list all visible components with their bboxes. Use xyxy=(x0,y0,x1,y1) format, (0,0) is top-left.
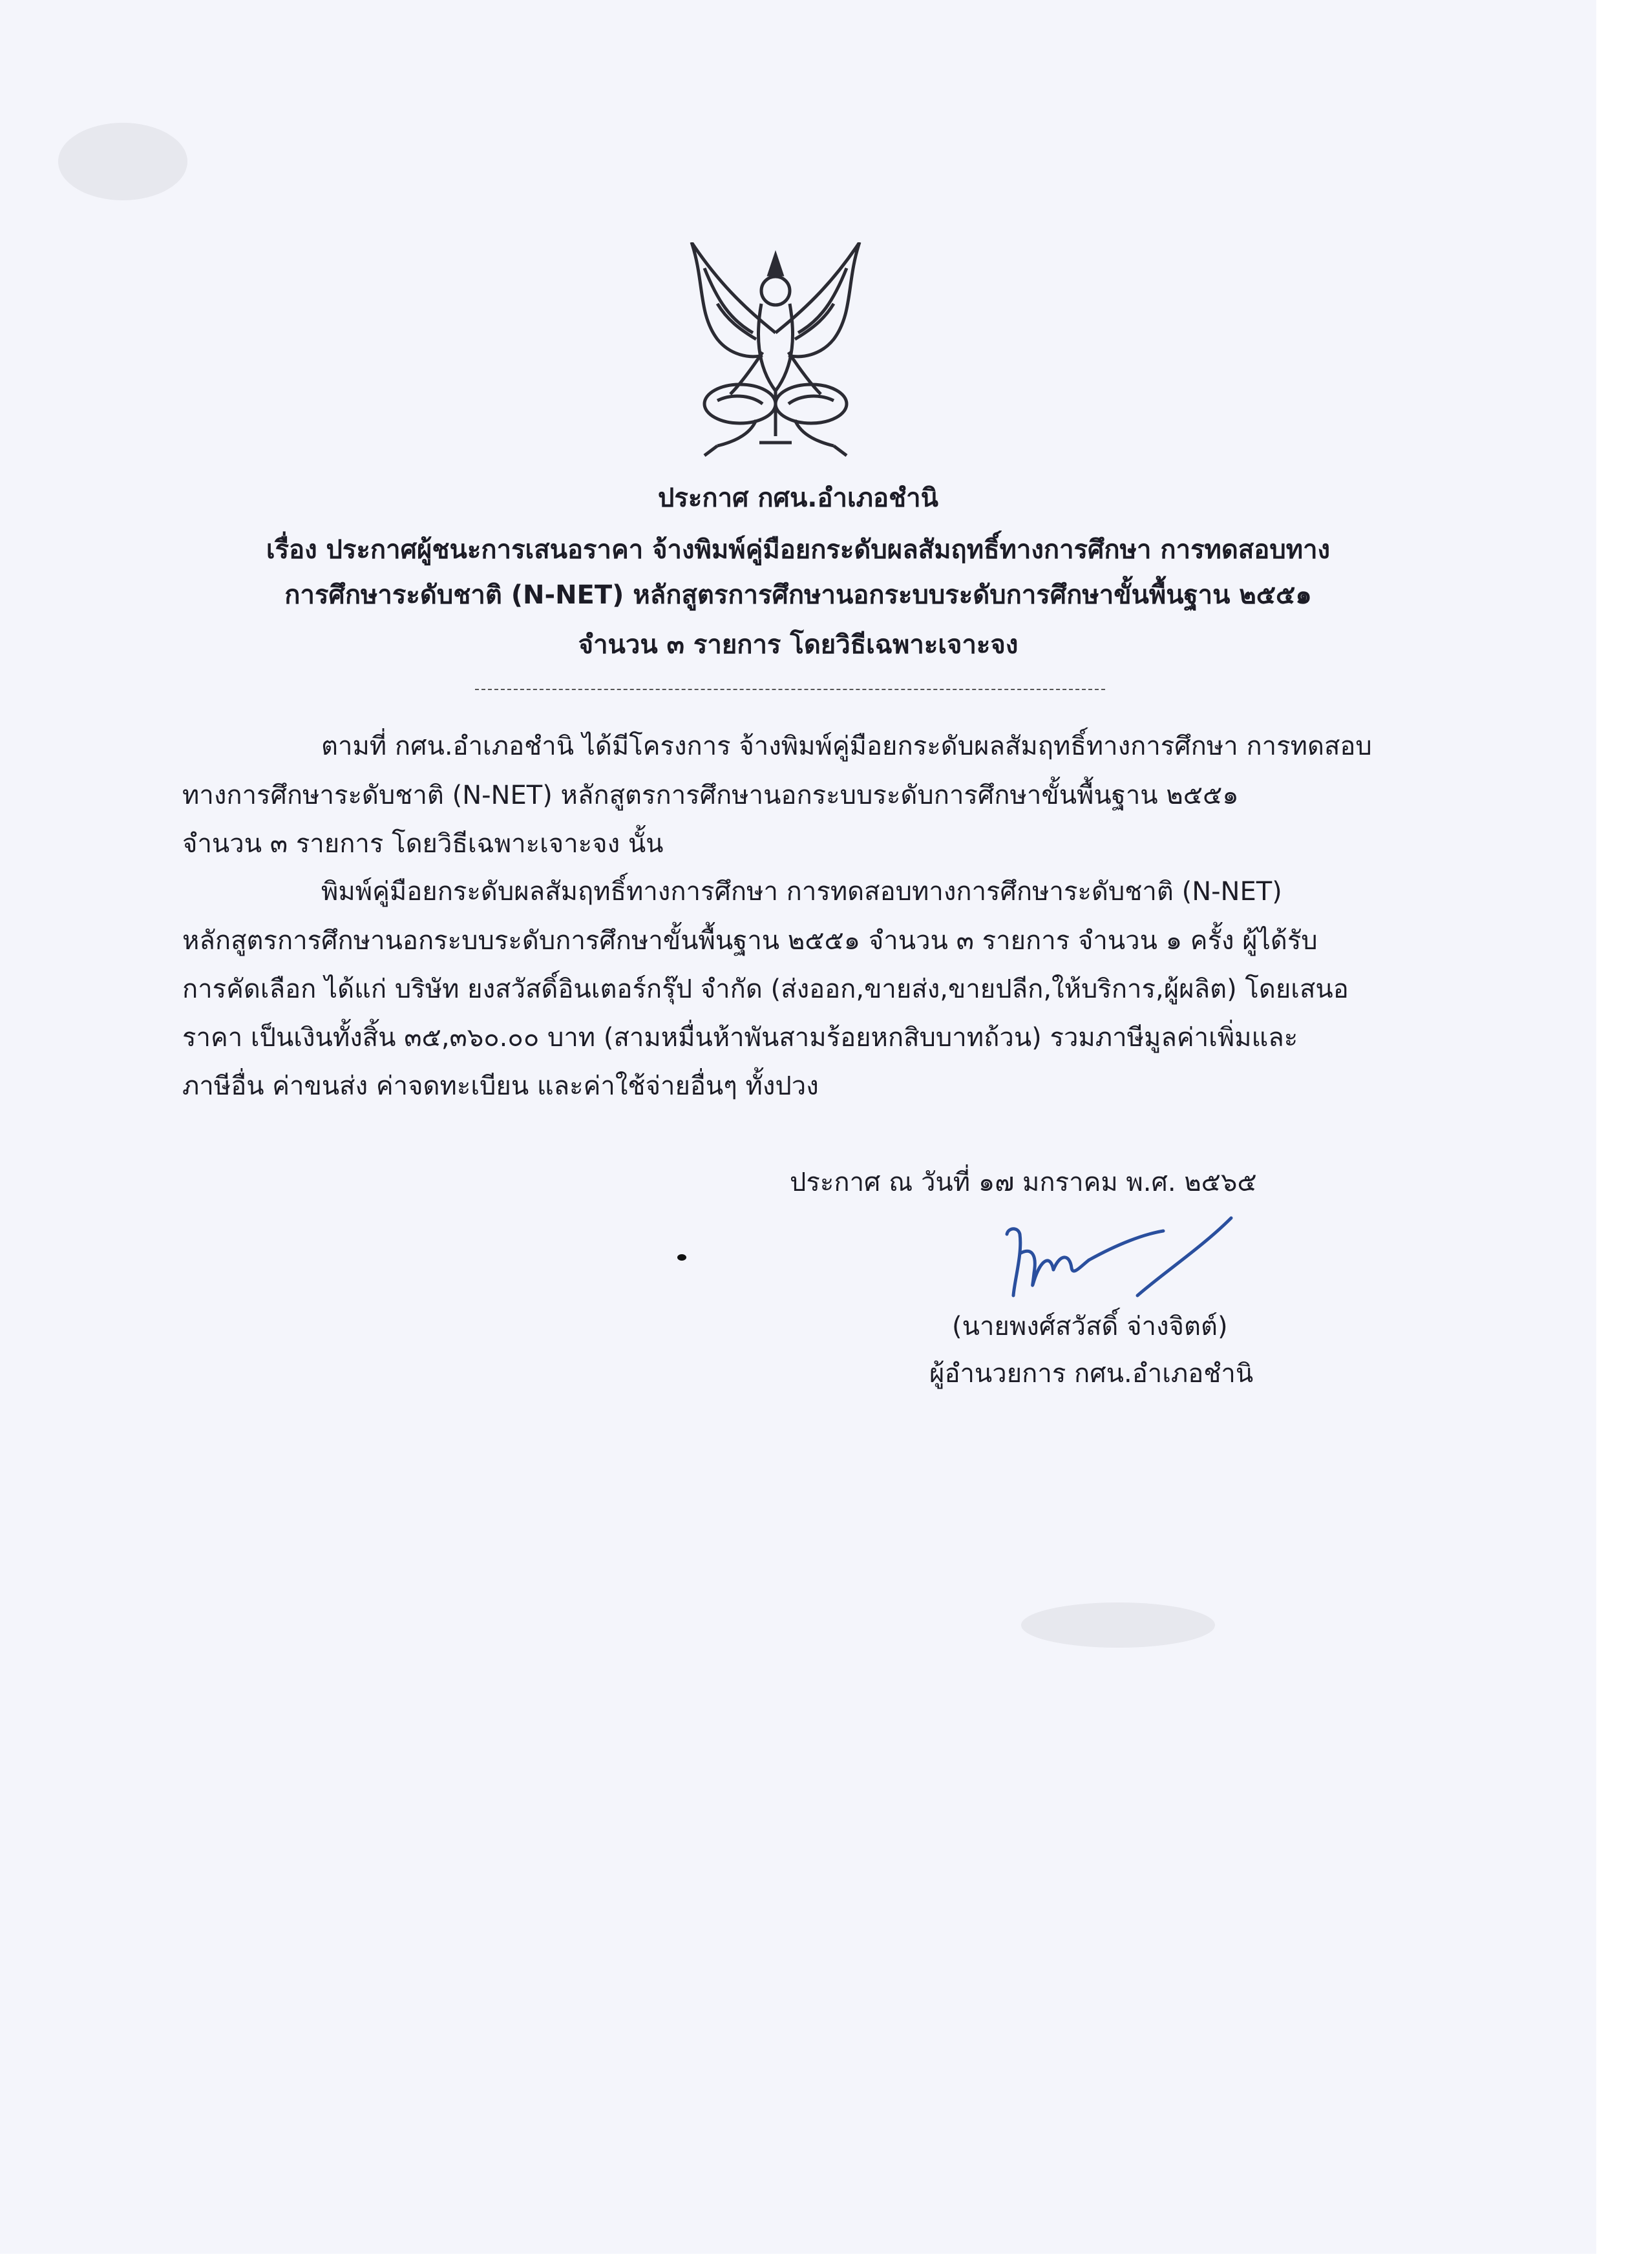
scan-margin-right xyxy=(1596,0,1648,2268)
garuda-emblem-icon xyxy=(679,242,872,459)
announce-date: ประกาศ ณ วันที่ ๑๗ มกราคม พ.ศ. ๒๕๖๕ xyxy=(790,1168,1257,1197)
subject-line-3: จำนวน ๓ รายการ โดยวิธีเฉพาะเจาะจง xyxy=(578,630,1019,660)
scan-margin-bottom xyxy=(0,2254,1648,2268)
handwritten-signature xyxy=(969,1208,1241,1305)
paragraph-2-line-3: การคัดเลือก ได้แก่ บริษัท ยงสวัสดิ์อินเตอร์กรุ๊ป จำกัด (ส่งออก,ขายส่ง,ขายปลีก,ให้บริการ,ผู้ผลิต) โดยเสนอ xyxy=(182,974,1349,1004)
subject-line-1: เรื่อง ประกาศผู้ชนะการเสนอราคา จ้างพิมพ์คู่มือยกระดับผลสัมฤทธิ์ทางการศึกษา การทดสอบทาง xyxy=(266,535,1331,565)
paragraph-1-line-2: ทางการศึกษาระดับชาติ (N-NET) หลักสูตรการศึกษานอกระบบระดับการศึกษาขั้นพื้นฐาน ๒๕๕๑ xyxy=(182,781,1239,810)
ink-dot xyxy=(677,1254,686,1261)
paragraph-2-line-4: ราคา เป็นเงินทั้งสิ้น ๓๕,๓๖๐.๐๐ บาท (สามหมื่นห้าพันสามร้อยหกสิบบาทถ้วน) รวมภาษีมูลค่าเพิ่มและ xyxy=(182,1023,1298,1053)
announcement-title: ประกาศ กศน.อำเภอชำนิ xyxy=(657,483,938,513)
paragraph-1-line-1: ตามที่ กศน.อำเภอชำนิ ได้มีโครงการ จ้างพิมพ์คู่มือยกระดับผลสัมฤทธิ์ทางการศึกษา การทดสอบ xyxy=(321,731,1372,761)
title-divider xyxy=(475,689,1105,690)
paper-smudge xyxy=(58,123,187,200)
paragraph-2-line-2: หลักสูตรการศึกษานอกระบบระดับการศึกษาขั้นพื้นฐาน ๒๕๕๑ จำนวน ๓ รายการ จำนวน ๑ ครั้ง ผู้ได้รับ xyxy=(182,926,1318,956)
signer-name: (นายพงศ์สวัสดิ์ จ่างจิตต์) xyxy=(952,1312,1228,1341)
signer-position: ผู้อำนวยการ กศน.อำเภอชำนิ xyxy=(929,1359,1254,1389)
paper-smudge xyxy=(1021,1602,1215,1648)
paragraph-1-line-3: จำนวน ๓ รายการ โดยวิธีเฉพาะเจาะจง นั้น xyxy=(182,829,664,859)
subject-line-2: การศึกษาระดับชาติ (N-NET) หลักสูตรการศึกษานอกระบบระดับการศึกษาขั้นพื้นฐาน ๒๕๕๑ xyxy=(284,580,1312,610)
paragraph-2-line-5: ภาษีอื่น ค่าขนส่ง ค่าจดทะเบียน และค่าใช้จ่ายอื่นๆ ทั้งปวง xyxy=(182,1071,819,1101)
paragraph-2-line-1: พิมพ์คู่มือยกระดับผลสัมฤทธิ์ทางการศึกษา การทดสอบทางการศึกษาระดับชาติ (N-NET) xyxy=(321,877,1282,907)
